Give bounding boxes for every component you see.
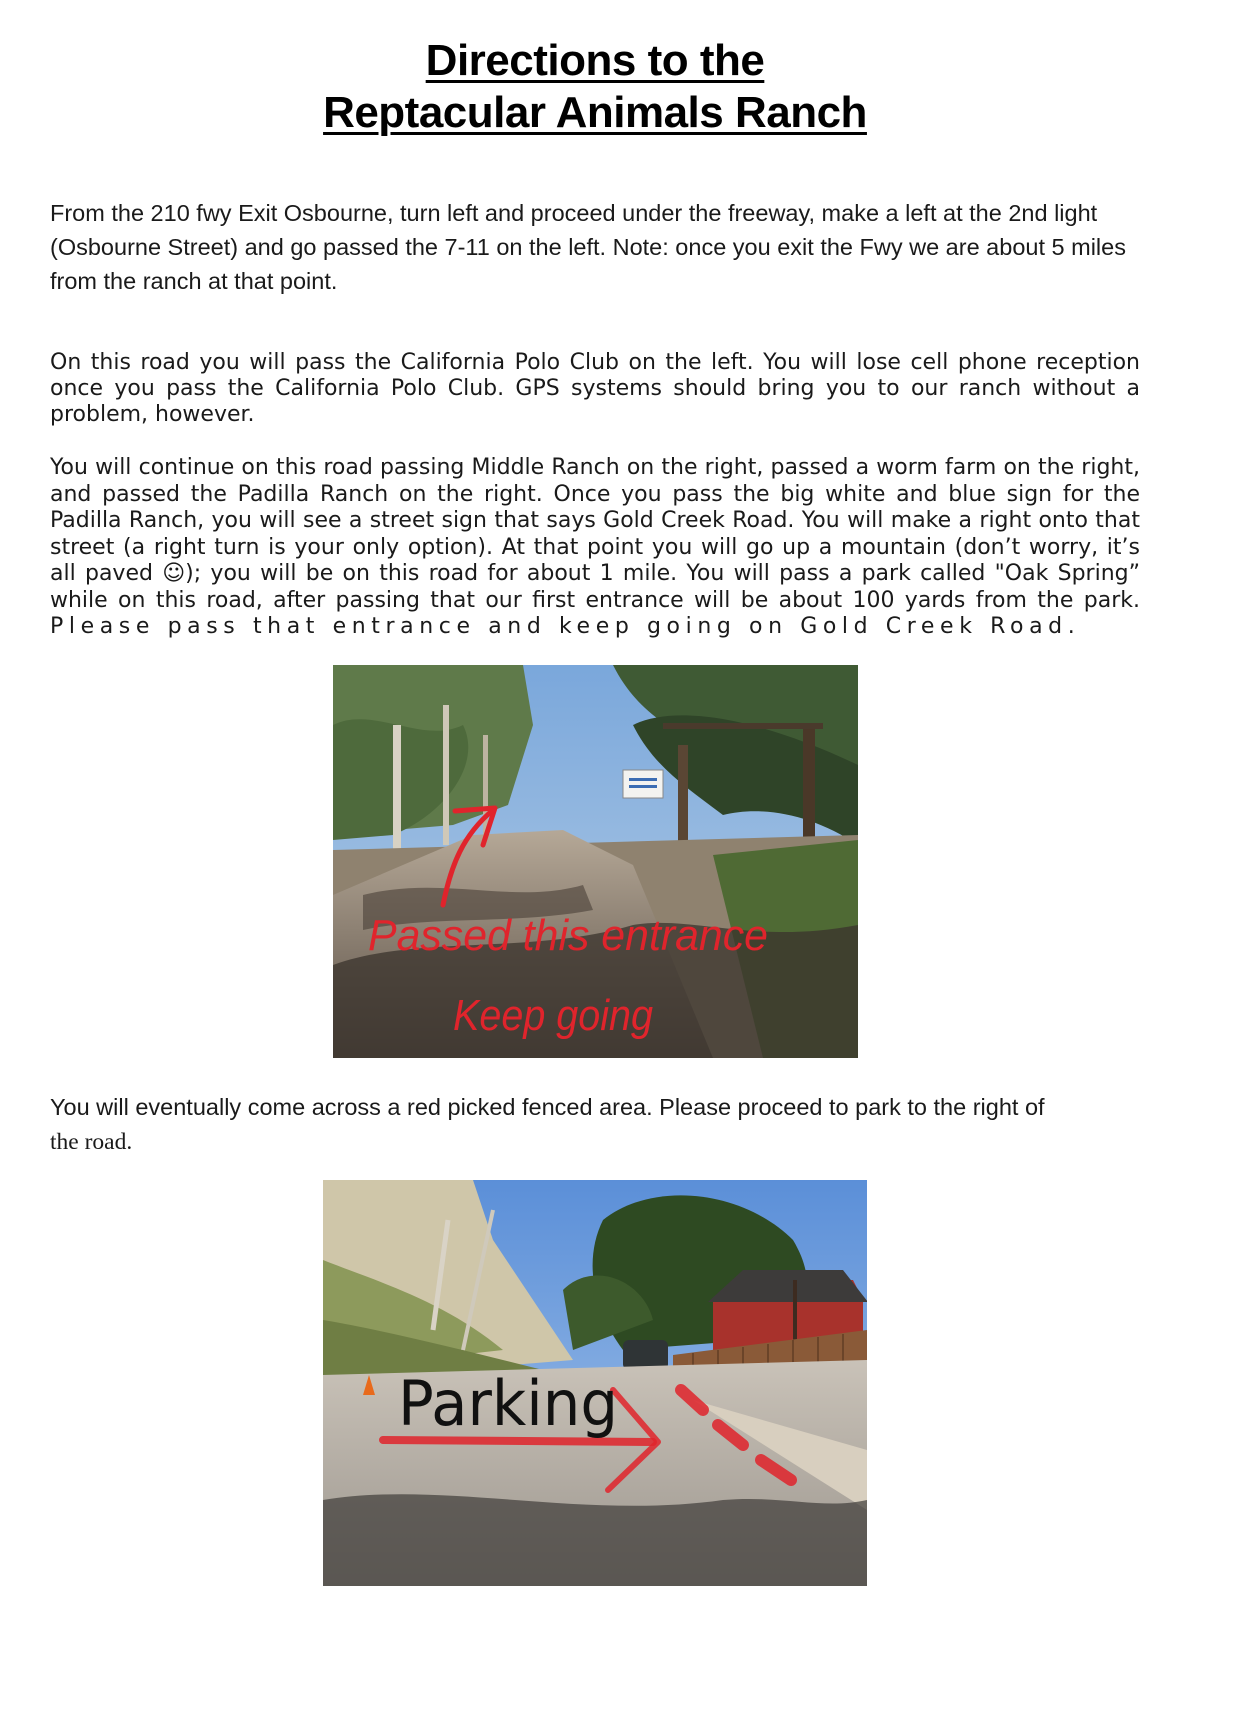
paragraph-gold-creek-road: [50, 455, 1140, 641]
parking-caption: Parking: [398, 1367, 618, 1440]
entrance-caption-line-1: Passed this entrance: [368, 911, 768, 960]
entrance-caption-line-2: Keep going: [453, 991, 654, 1040]
parking-photo: [323, 1180, 867, 1586]
paragraph-gold-creek-road-last-line: Please pass that entrance and keep going on Gold Creek Road.: [50, 614, 1081, 639]
entrance-photo: [333, 665, 858, 1058]
paragraph-fenced-area-end: the road.: [50, 1129, 133, 1155]
paragraph-polo-club: On this road you will pass the California Polo Club on the left. You will lose cell phone reception once you pass the California Polo Club. GPS systems should bring you to our ranch without a problem, however.: [50, 350, 1140, 427]
paragraph-gold-creek-road-text: You will continue on this road passing Middle Ranch on the right, passed a worm farm on the right, and passed the Padilla Ranch on the right. Once you pass the big white and blue sign for the Padilla Ranch, you will see a street sign that says Gold Creek Road. You will make a right onto that street (a right turn is your only option). At that point you will go up a mountain (don’t worry, it’s all paved ☺); you will be on this road for about 1 mile. You will pass a park called "Oak Spring” while on this road, after passing that our first entrance will be about 100 yards from the park.: [50, 455, 1140, 613]
paragraph-fenced-area: [50, 1090, 1140, 1159]
page-title-line-2: Reptacular Animals Ranch: [323, 88, 867, 137]
page-title-line-1: Directions to the: [425, 36, 765, 85]
paragraph-fenced-area-text: You will eventually come across a red picked fenced area. Please proceed to park to the right of: [50, 1094, 1045, 1120]
paragraph-freeway-exit: From the 210 fwy Exit Osbourne, turn left and proceed under the freeway, make a left at the 2nd light (Osbourne Street) and go passed the 7-11 on the left. Note: once you exit the Fwy we are about 5 miles from the ranch at that point.: [50, 200, 1126, 294]
